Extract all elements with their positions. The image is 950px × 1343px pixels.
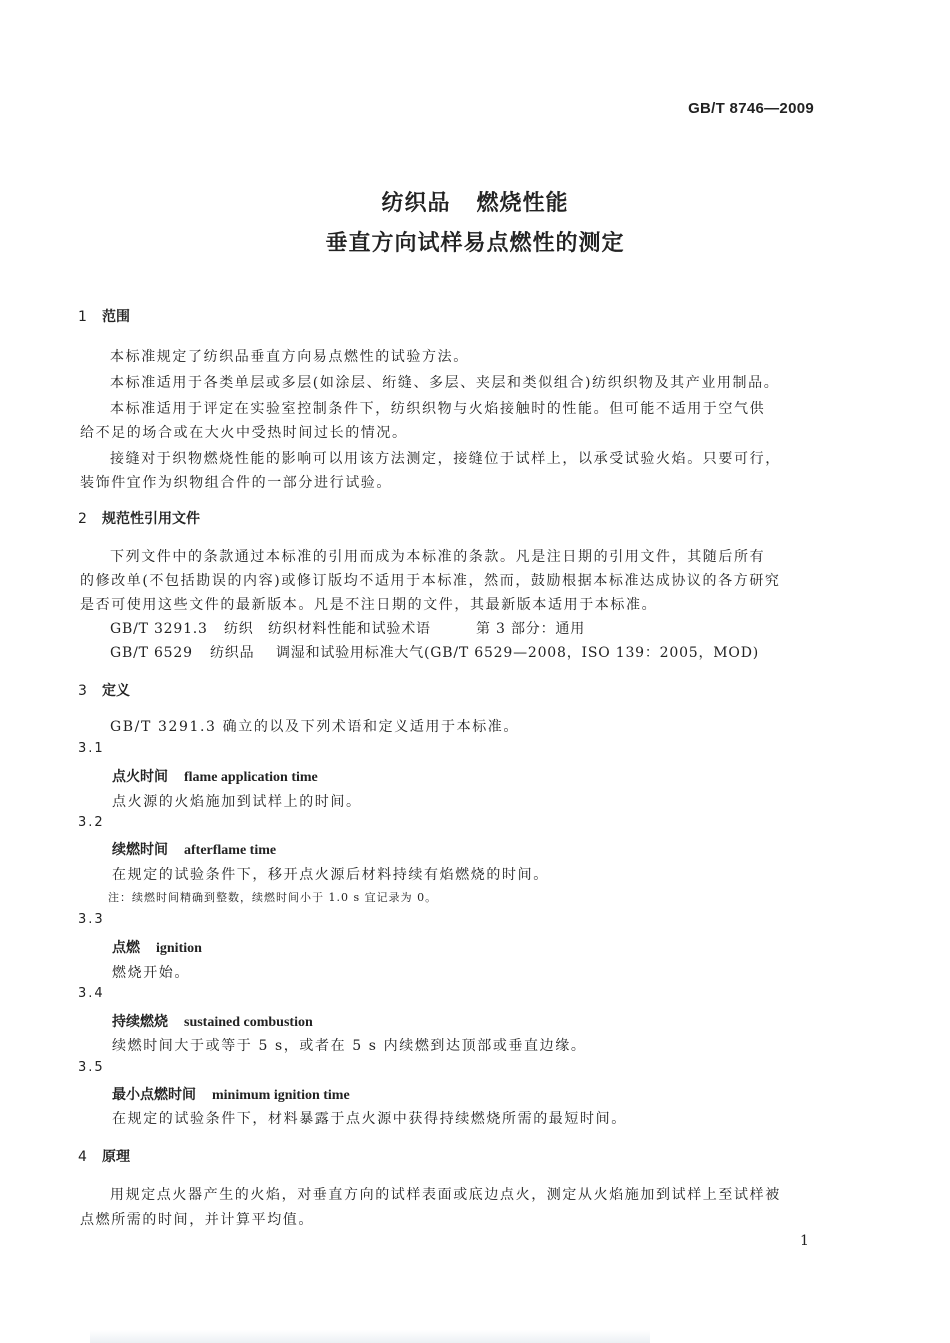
s2-paragraph-line-1: 下列文件中的条款通过本标准的引用而成为本标准的条款。凡是注日期的引用文件，其随后所有: [110, 549, 766, 565]
section-1-heading: [78, 306, 130, 326]
reference-1-part-b: 纺织材料性能和试验术语: [268, 621, 431, 637]
s3-intro: GB/T 3291.3 确立的以及下列术语和定义适用于本标准。: [110, 719, 520, 735]
term-en: flame application time: [184, 770, 318, 785]
section-3-heading: [78, 680, 130, 700]
definition-3-4-number: 3.4: [78, 986, 105, 1001]
definition-3-2-term: [112, 839, 276, 859]
title-line-1-part-b: 燃烧性能: [476, 191, 569, 216]
section-3-title: 定义: [102, 683, 130, 699]
reference-1-part-c: 第 3 部分：通用: [476, 621, 586, 637]
term-zh: 点燃: [112, 940, 140, 956]
section-4-heading: [78, 1146, 130, 1166]
scan-shadow: [90, 1330, 650, 1343]
s2-paragraph-line-3: 是否可使用这些文件的最新版本。凡是不注日期的文件，其最新版本适用于本标准。: [80, 597, 658, 613]
section-2-title: 规范性引用文件: [102, 511, 200, 527]
definition-3-2-number: 3.2: [78, 815, 105, 830]
definition-3-3-text: 燃烧开始。: [112, 965, 190, 981]
s4-paragraph-line-1: 用规定点火器产生的火焰，对垂直方向的试样表面或底边点火，测定从火焰施加到试样上至试样被: [110, 1187, 781, 1203]
reference-1-code: GB/T 3291.3: [110, 621, 208, 637]
definition-3-5-number: 3.5: [78, 1060, 105, 1075]
s1-paragraph-4-line-2: 装饰件宜作为织物组合件的一部分进行试验。: [80, 475, 392, 491]
s2-paragraph-line-2: 的修改单(不包括勘误的内容)或修订版均不适用于本标准，然而，鼓励根据本标准达成协议的各方研究: [80, 573, 781, 589]
definition-3-1-number: 3.1: [78, 741, 105, 756]
term-en: afterflame time: [184, 843, 277, 858]
section-4-title: 原理: [102, 1149, 130, 1165]
term-zh: 持续燃烧: [112, 1014, 168, 1030]
s1-paragraph-2: 本标准适用于各类单层或多层(如涂层、绗缝、多层、夹层和类似组合)纺织织物及其产业用制品。: [110, 375, 780, 391]
reference-2-part-a: 纺织品: [210, 645, 255, 661]
term-en: sustained combustion: [184, 1015, 313, 1030]
reference-1-part-a: 纺织: [224, 621, 254, 637]
definition-3-5-text: 在规定的试验条件下，材料暴露于点火源中获得持续燃烧所需的最短时间。: [112, 1111, 627, 1127]
definition-3-4-term: [112, 1011, 313, 1031]
definition-3-2-text: 在规定的试验条件下，移开点火源后材料持续有焰燃烧的时间。: [112, 867, 549, 883]
term-zh: 续燃时间: [112, 842, 168, 858]
s1-paragraph-3-line-1: 本标准适用于评定在实验室控制条件下，纺织织物与火焰接触时的性能。但可能不适用于空气供: [110, 401, 766, 417]
term-en: minimum ignition time: [212, 1088, 350, 1103]
title-line-2: 垂直方向试样易点燃性的测定: [325, 231, 625, 256]
definition-3-3-term: [112, 937, 202, 957]
section-4-number: 4: [78, 1149, 87, 1165]
s1-paragraph-3-line-2: 给不足的场合或在大火中受热时间过长的情况。: [80, 425, 408, 441]
section-2-heading: [78, 508, 200, 528]
title-line-1: [0, 186, 950, 217]
section-2-number: 2: [78, 511, 87, 527]
section-3-number: 3: [78, 683, 87, 699]
s1-paragraph-4-line-1: 接缝对于织物燃烧性能的影响可以用该方法测定，接缝位于试样上，以承受试验火焰。只要可行，: [110, 451, 781, 467]
term-zh: 最小点燃时间: [112, 1087, 196, 1103]
standard-code: GB/T 8746—2009: [688, 100, 814, 117]
section-1-number: 1: [78, 309, 87, 325]
definition-3-1-text: 点火源的火焰施加到试样上的时间。: [112, 794, 362, 810]
definition-3-4-text: 续燃时间大于或等于 5 s，或者在 5 s 内续燃到达顶部或垂直边缘。: [112, 1038, 587, 1054]
s1-paragraph-1: 本标准规定了纺织品垂直方向易点燃性的试验方法。: [110, 349, 469, 365]
page-number: 1: [800, 1233, 809, 1249]
reference-2-part-b: 调湿和试验用标准大气(GB/T 6529—2008，ISO 139：2005，MOD): [276, 645, 759, 661]
definition-3-1-term: [112, 766, 318, 786]
title-line-1-part-a: 纺织品: [381, 191, 451, 216]
reference-2-code: GB/T 6529: [110, 645, 193, 661]
definition-3-2-note: 注：续燃时间精确到整数，续燃时间小于 1.0 s 宜记录为 0。: [108, 891, 438, 904]
definition-3-5-term: [112, 1084, 350, 1104]
section-1-title: 范围: [102, 309, 130, 325]
definition-3-3-number: 3.3: [78, 912, 105, 927]
term-zh: 点火时间: [112, 769, 168, 785]
normative-reference-2: [110, 642, 759, 662]
normative-reference-1: [110, 618, 585, 638]
s4-paragraph-line-2: 点燃所需的时间，并计算平均值。: [80, 1212, 314, 1228]
term-en: ignition: [156, 941, 202, 956]
